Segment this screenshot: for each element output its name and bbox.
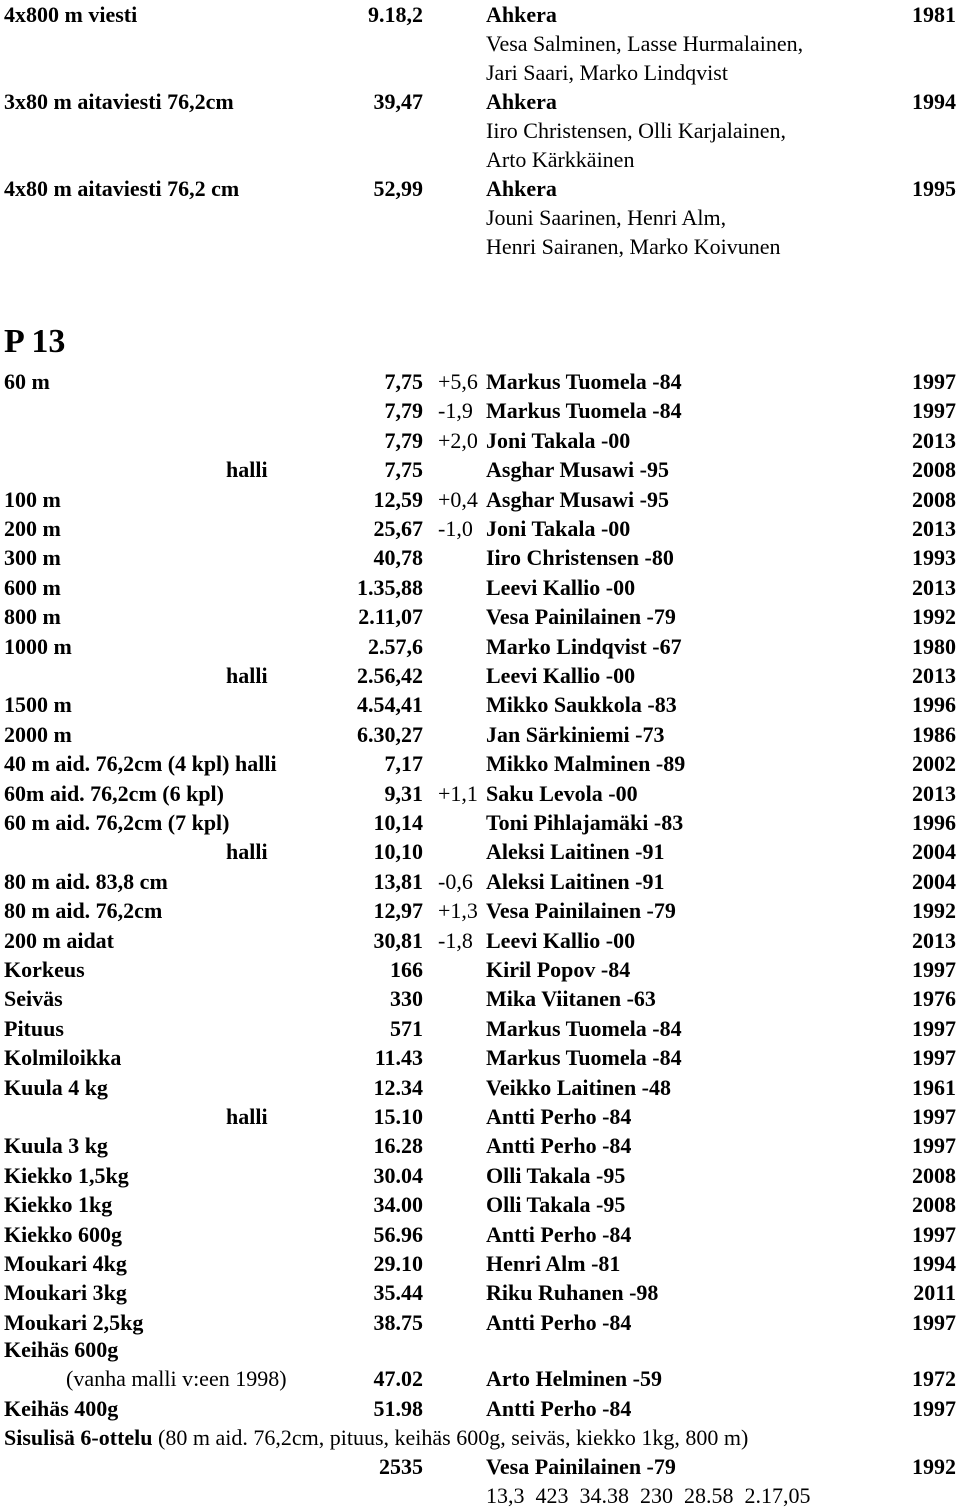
combined-event-splits: 13,3 423 34.38 230 28.58 2.17,05 [486, 1483, 811, 1508]
year: 1997 [912, 398, 956, 424]
event-name: 300 m [4, 545, 61, 571]
relay-members: Arto Kärkkäinen [486, 147, 635, 172]
result: 13,81 [373, 868, 423, 894]
year: 1996 [912, 810, 956, 835]
year: 2013 [912, 663, 956, 688]
record-row [0, 1161, 960, 1190]
athlete: Mikko Malminen -89 [486, 751, 686, 777]
athlete: Vesa Painilainen -79 [486, 898, 676, 924]
relay-members: Iiro Christensen, Olli Karjalainen, [486, 118, 786, 143]
event-name: Seiväs [4, 986, 63, 1012]
event-name: Kiekko 1kg [4, 1192, 113, 1218]
year: 1981 [912, 2, 956, 27]
event-name: 600 m [4, 574, 61, 600]
result: 15.10 [373, 1104, 423, 1129]
athlete: Marko Lindqvist -67 [486, 633, 682, 659]
year: 1997 [912, 1104, 956, 1129]
result: 34.00 [373, 1192, 423, 1218]
athlete: Asghar Musawi -95 [486, 486, 669, 512]
athlete: Olli Takala -95 [486, 1162, 626, 1188]
result: 47.02 [373, 1366, 423, 1391]
athlete: Asghar Musawi -95 [486, 457, 669, 483]
record-row [0, 426, 960, 455]
record-row [0, 808, 960, 837]
record-row [0, 1043, 960, 1072]
result: 2535 [379, 1454, 423, 1479]
event-name: 60m aid. 76,2cm (6 kpl) [4, 780, 224, 806]
record-row [0, 1335, 960, 1364]
record-row [0, 602, 960, 631]
result: 2.56,42 [357, 663, 423, 688]
relay-members-row [0, 116, 960, 145]
wind: +1,3 [438, 898, 478, 924]
year: 2004 [912, 839, 956, 865]
athlete: Vesa Painilainen -79 [486, 604, 676, 630]
event-name: 1000 m [4, 633, 72, 659]
wind: +2,0 [438, 427, 478, 453]
year: 2013 [912, 516, 956, 541]
result: 9.18,2 [368, 2, 423, 27]
athlete: Leevi Kallio -00 [486, 663, 636, 688]
athlete: Kiril Popov -84 [486, 957, 631, 982]
year: 2008 [912, 1162, 956, 1188]
event-name: Kolmiloikka [4, 1045, 122, 1071]
record-row [0, 573, 960, 602]
athlete: Toni Pihlajamäki -83 [486, 810, 684, 835]
relay-members: Henri Sairanen, Marko Koivunen [486, 234, 781, 259]
relay-members-row [0, 203, 960, 232]
record-row [0, 1249, 960, 1278]
athlete: Mika Viitanen -63 [486, 986, 656, 1012]
year: 1976 [912, 986, 956, 1012]
athlete: Markus Tuomela -84 [486, 1015, 682, 1041]
year: 2011 [913, 1280, 956, 1306]
record-row [0, 514, 960, 543]
year: 1997 [912, 369, 956, 394]
wind: -0,6 [438, 868, 473, 894]
athlete: Joni Takala -00 [486, 516, 631, 541]
result: 16.28 [373, 1133, 423, 1159]
event-note: halli [226, 1104, 268, 1129]
record-row [0, 485, 960, 514]
combined-event-splits-row [0, 1481, 960, 1510]
athlete: Antti Perho -84 [486, 1396, 632, 1421]
year: 1997 [912, 1396, 956, 1421]
result: 7,79 [384, 427, 423, 453]
year: 1992 [912, 604, 956, 630]
result: 2.11,07 [358, 604, 423, 630]
event-name: 80 m aid. 76,2cm [4, 898, 163, 924]
event-name: 4x80 m aitaviesti 76,2 cm [4, 176, 240, 201]
event-name: 60 m aid. 76,2cm (7 kpl) [4, 810, 230, 835]
event-note: halli [226, 839, 268, 865]
result: 2.57,6 [368, 633, 423, 659]
athlete: Antti Perho -84 [486, 1221, 632, 1247]
record-row [0, 543, 960, 572]
event-note: (vanha malli v:een 1998) [66, 1366, 287, 1391]
record-row [0, 1014, 960, 1043]
event-name: 200 m [4, 516, 61, 541]
wind: +1,1 [438, 780, 478, 806]
result: 571 [390, 1015, 423, 1041]
record-row [0, 455, 960, 484]
wind: -1,9 [438, 398, 473, 424]
event-name: Kiekko 1,5kg [4, 1162, 129, 1188]
year: 1994 [912, 1251, 956, 1276]
year: 1995 [912, 176, 956, 201]
event-name: Kuula 4 kg [4, 1074, 108, 1100]
result: 12.34 [373, 1074, 423, 1100]
record-row [0, 837, 960, 866]
event-name: Keihäs 400g [4, 1396, 119, 1421]
result: 330 [390, 986, 423, 1012]
athlete: Antti Perho -84 [486, 1133, 632, 1159]
athlete: Leevi Kallio -00 [486, 574, 636, 600]
event-name: 1500 m [4, 692, 72, 718]
record-row [0, 867, 960, 896]
year: 1986 [912, 721, 956, 747]
event-name: 80 m aid. 83,8 cm [4, 868, 168, 894]
event-name: Korkeus [4, 957, 85, 982]
year: 2013 [912, 574, 956, 600]
year: 1996 [912, 692, 956, 718]
record-row [0, 1308, 960, 1337]
result: 10,14 [373, 810, 423, 835]
year: 1972 [912, 1366, 956, 1391]
relay-row [0, 174, 960, 203]
year: 2008 [912, 457, 956, 483]
record-row [0, 720, 960, 749]
event-name: 100 m [4, 486, 61, 512]
wind: -1,0 [438, 516, 473, 541]
athlete: Henri Alm -81 [486, 1251, 621, 1276]
event-name: 3x80 m aitaviesti 76,2cm [4, 89, 234, 114]
record-row [0, 367, 960, 396]
athlete: Markus Tuomela -84 [486, 398, 682, 424]
record-row [0, 896, 960, 925]
result: 29.10 [373, 1251, 423, 1276]
relay-members: Vesa Salminen, Lasse Hurmalainen, [486, 31, 804, 56]
result: 35.44 [373, 1280, 423, 1306]
year: 1997 [912, 1015, 956, 1041]
result: 166 [390, 957, 423, 982]
record-row [0, 984, 960, 1013]
record-row [0, 1073, 960, 1102]
athlete: Riku Ruhanen -98 [486, 1280, 659, 1306]
relay-members: Jouni Saarinen, Henri Alm, [486, 205, 727, 230]
result: 4.54,41 [357, 692, 423, 718]
year: 1997 [912, 1221, 956, 1247]
athlete: Markus Tuomela -84 [486, 369, 682, 394]
event-name: 4x800 m viesti [4, 2, 138, 27]
result: 7,75 [384, 369, 423, 394]
athlete: Veikko Laitinen -48 [486, 1074, 672, 1100]
record-row [0, 1131, 960, 1160]
result: 1.35,88 [357, 574, 423, 600]
wind: +5,6 [438, 369, 478, 394]
result: 12,59 [373, 486, 423, 512]
athlete: Antti Perho -84 [486, 1104, 632, 1129]
year: 1994 [912, 89, 956, 114]
relay-members: Jari Saari, Marko Lindqvist [486, 60, 728, 85]
year: 2004 [912, 868, 956, 894]
athlete: Joni Takala -00 [486, 427, 631, 453]
athlete: Iiro Christensen -80 [486, 545, 674, 571]
result: 10,10 [373, 839, 423, 865]
year: 2008 [912, 486, 956, 512]
event-name: 200 m aidat [4, 927, 114, 953]
record-row [0, 661, 960, 690]
athlete: Saku Levola -00 [486, 780, 638, 806]
record-row [0, 1278, 960, 1307]
wind: -1,8 [438, 927, 473, 953]
relay-row [0, 87, 960, 116]
event-name: Kiekko 600g [4, 1221, 122, 1247]
athlete: Antti Perho -84 [486, 1309, 632, 1335]
year: 1997 [912, 1309, 956, 1335]
record-row [0, 1102, 960, 1131]
athlete: Aleksi Laitinen -91 [486, 839, 665, 865]
event-name: 2000 m [4, 721, 72, 747]
athlete: Markus Tuomela -84 [486, 1045, 682, 1071]
section-title: P 13 [4, 323, 66, 360]
result: 40,78 [373, 545, 423, 571]
team: Ahkera [486, 176, 557, 201]
record-row [0, 632, 960, 661]
relay-row [0, 0, 960, 29]
record-row [0, 1452, 960, 1481]
record-row [0, 779, 960, 808]
record-row [0, 955, 960, 984]
result: 38.75 [373, 1309, 423, 1335]
wind: +0,4 [438, 486, 478, 512]
year: 1992 [912, 1454, 956, 1479]
year: 2013 [912, 780, 956, 806]
result: 9,31 [384, 780, 423, 806]
event-name: Keihäs 600g [4, 1337, 119, 1362]
result: 30,81 [373, 927, 423, 953]
record-row [0, 926, 960, 955]
athlete: Olli Takala -95 [486, 1192, 626, 1218]
athlete: Aleksi Laitinen -91 [486, 868, 665, 894]
year: 2013 [912, 927, 956, 953]
athlete: Vesa Painilainen -79 [486, 1454, 676, 1479]
team: Ahkera [486, 2, 557, 27]
record-row [0, 1364, 960, 1393]
result: 39,47 [373, 89, 423, 114]
combined-event-title [4, 1423, 748, 1452]
result: 52,99 [373, 176, 423, 201]
event-name: Pituus [4, 1015, 64, 1041]
result: 7,75 [384, 457, 423, 483]
record-row [0, 749, 960, 778]
year: 2002 [912, 751, 956, 777]
record-row [0, 1220, 960, 1249]
athlete: Leevi Kallio -00 [486, 927, 636, 953]
event-name: 40 m aid. 76,2cm (4 kpl) halli [4, 751, 277, 777]
combined-event-header [0, 1423, 960, 1452]
record-row [0, 1394, 960, 1423]
year: 1997 [912, 957, 956, 982]
result: 25,67 [373, 516, 423, 541]
result: 30.04 [373, 1162, 423, 1188]
athlete: Mikko Saukkola -83 [486, 692, 677, 718]
event-name: 800 m [4, 604, 61, 630]
result: 7,79 [384, 398, 423, 424]
athlete: Jan Särkiniemi -73 [486, 721, 665, 747]
event-name: Moukari 4kg [4, 1251, 127, 1276]
result: 12,97 [373, 898, 423, 924]
year: 1980 [912, 633, 956, 659]
result: 7,17 [384, 751, 423, 777]
result: 6.30,27 [357, 721, 423, 747]
year: 1961 [912, 1074, 956, 1100]
record-row [0, 1190, 960, 1219]
relay-members-row [0, 58, 960, 87]
event-name: Kuula 3 kg [4, 1133, 108, 1159]
team: Ahkera [486, 89, 557, 114]
year: 2008 [912, 1192, 956, 1218]
event-note: halli [226, 457, 268, 483]
relay-members-row [0, 29, 960, 58]
record-row [0, 396, 960, 425]
combined-event-desc: (80 m aid. 76,2cm, pituus, keihäs 600g, seiväs, kiekko 1kg, 800 m) [158, 1425, 749, 1450]
relay-members-row [0, 145, 960, 174]
event-name: Moukari 2,5kg [4, 1309, 144, 1335]
result: 51.98 [373, 1396, 423, 1421]
event-name: 60 m [4, 369, 50, 394]
record-row [0, 690, 960, 719]
result: 11.43 [374, 1045, 423, 1071]
year: 2013 [912, 427, 956, 453]
event-note: halli [226, 663, 268, 688]
event-name: Moukari 3kg [4, 1280, 127, 1306]
combined-event-name: Sisulisä 6-ottelu [4, 1425, 153, 1450]
year: 1997 [912, 1045, 956, 1071]
relay-members-row [0, 232, 960, 261]
year: 1997 [912, 1133, 956, 1159]
athlete: Arto Helminen -59 [486, 1366, 662, 1391]
year: 1993 [912, 545, 956, 571]
year: 1992 [912, 898, 956, 924]
result: 56.96 [373, 1221, 423, 1247]
